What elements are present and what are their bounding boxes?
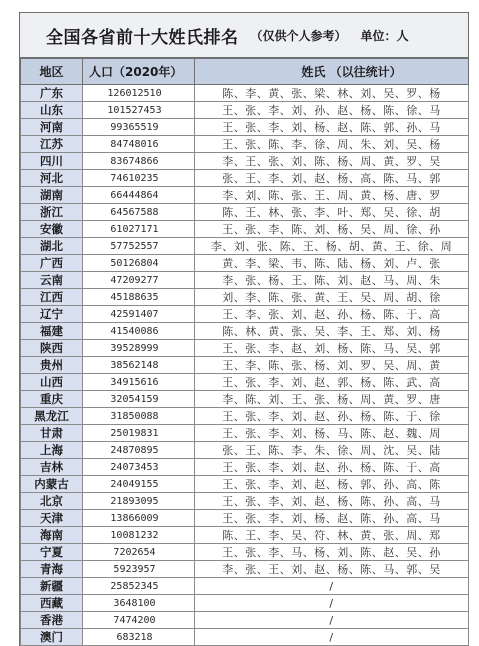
region-cell: 吉林 [21, 459, 83, 476]
header-population: 人口（2020年） [83, 59, 195, 85]
region-cell: 内蒙古 [21, 476, 83, 493]
region-cell: 新疆 [21, 578, 83, 595]
population-cell: 41540086 [83, 323, 195, 340]
region-cell: 澳门 [21, 629, 83, 646]
surnames-cell: 李、王、张、刘、陈、杨、周、黄、罗、吴 [195, 153, 469, 170]
table-row [21, 425, 469, 442]
region-cell: 江西 [21, 289, 83, 306]
surnames-cell: 陈、王、李、吴、符、林、黄、张、周、郑 [195, 527, 469, 544]
header-region: 地区 [21, 59, 83, 85]
header-row [21, 59, 469, 85]
surnames-cell: 李、张、杨、王、陈、刘、赵、马、周、朱 [195, 272, 469, 289]
region-cell: 黑龙江 [21, 408, 83, 425]
population-cell: 57752557 [83, 238, 195, 255]
table-row [21, 357, 469, 374]
region-cell: 甘肃 [21, 425, 83, 442]
population-cell: 10081232 [83, 527, 195, 544]
region-cell: 四川 [21, 153, 83, 170]
table-row [21, 170, 469, 187]
table-row [21, 272, 469, 289]
population-cell: 38562148 [83, 357, 195, 374]
surnames-cell: 王、张、李、刘、杨、赵、陈、郭、孙、马 [195, 119, 469, 136]
population-cell: 24870895 [83, 442, 195, 459]
region-cell: 宁夏 [21, 544, 83, 561]
table-row [21, 153, 469, 170]
header-surnames: 姓氏 （以往统计） [195, 59, 469, 85]
surnames-cell: 王、张、李、马、杨、刘、陈、赵、吴、孙 [195, 544, 469, 561]
surnames-cell: 李、刘、张、陈、王、杨、胡、黄、王、徐、周 [195, 238, 469, 255]
title-note: （仅供个人参考） [250, 28, 347, 43]
population-cell: 25019831 [83, 425, 195, 442]
surnames-cell: 王、张、李、赵、刘、杨、陈、马、吴、郭 [195, 340, 469, 357]
table-row [21, 561, 469, 578]
surnames-cell: 陈、林、黄、张、吴、李、王、郑、刘、杨 [195, 323, 469, 340]
table-row [21, 136, 469, 153]
surnames-cell: / [195, 612, 469, 629]
table-row [21, 612, 469, 629]
table-row [21, 527, 469, 544]
population-cell: 7202654 [83, 544, 195, 561]
table-row [21, 391, 469, 408]
population-cell: 3648100 [83, 595, 195, 612]
population-cell: 84748016 [83, 136, 195, 153]
table-row [21, 119, 469, 136]
region-cell: 湖南 [21, 187, 83, 204]
region-cell: 辽宁 [21, 306, 83, 323]
table-row [21, 85, 469, 102]
region-cell: 海南 [21, 527, 83, 544]
surname-table [20, 58, 469, 646]
region-cell: 广西 [21, 255, 83, 272]
population-cell: 101527453 [83, 102, 195, 119]
region-cell: 福建 [21, 323, 83, 340]
surnames-cell: 王、张、李、刘、杨、马、陈、赵、魏、周 [195, 425, 469, 442]
surnames-cell: 李、陈、刘、王、张、杨、周、黄、罗、唐 [195, 391, 469, 408]
population-cell: 61027171 [83, 221, 195, 238]
population-cell: 21893095 [83, 493, 195, 510]
population-cell: 45188635 [83, 289, 195, 306]
surnames-cell: 李、张、王、刘、赵、杨、陈、马、郭、吴 [195, 561, 469, 578]
population-cell: 42591407 [83, 306, 195, 323]
table-row [21, 510, 469, 527]
table-row [21, 544, 469, 561]
region-cell: 香港 [21, 612, 83, 629]
title-unit: 单位：人 [360, 28, 409, 43]
surnames-cell: 张、王、李、刘、赵、杨、高、陈、马、郭 [195, 170, 469, 187]
table-row [21, 221, 469, 238]
surnames-cell: 陈、李、黄、张、梁、林、刘、吴、罗、杨 [195, 85, 469, 102]
population-cell: 5923957 [83, 561, 195, 578]
population-cell: 24073453 [83, 459, 195, 476]
region-cell: 江苏 [21, 136, 83, 153]
region-cell: 河北 [21, 170, 83, 187]
surnames-cell: 李、刘、陈、张、王、周、黄、杨、唐、罗 [195, 187, 469, 204]
surnames-cell: 王、张、李、刘、赵、郭、杨、陈、武、高 [195, 374, 469, 391]
table-row [21, 476, 469, 493]
surnames-cell: 王、李、陈、张、杨、刘、罗、吴、周、黄 [195, 357, 469, 374]
region-cell: 贵州 [21, 357, 83, 374]
surnames-cell: 王、张、李、刘、孙、赵、杨、陈、徐、马 [195, 102, 469, 119]
surnames-cell: 王、张、李、刘、杨、赵、陈、孙、高、马 [195, 510, 469, 527]
surnames-cell: 王、张、李、陈、刘、杨、吴、周、徐、孙 [195, 221, 469, 238]
population-cell: 66444864 [83, 187, 195, 204]
region-cell: 重庆 [21, 391, 83, 408]
table-row [21, 187, 469, 204]
population-cell: 126012510 [83, 85, 195, 102]
surnames-cell: / [195, 578, 469, 595]
table-row [21, 459, 469, 476]
table-row [21, 102, 469, 119]
table-row [21, 340, 469, 357]
region-cell: 河南 [21, 119, 83, 136]
surnames-cell: 王、张、李、刘、赵、孙、杨、陈、于、高 [195, 459, 469, 476]
table-row [21, 255, 469, 272]
table-row [21, 493, 469, 510]
surnames-cell: 陈、王、林、张、李、叶、郑、吴、徐、胡 [195, 204, 469, 221]
surnames-cell: 王、张、李、刘、赵、杨、郭、孙、高、陈 [195, 476, 469, 493]
region-cell: 安徽 [21, 221, 83, 238]
population-cell: 683218 [83, 629, 195, 646]
region-cell: 北京 [21, 493, 83, 510]
region-cell: 西藏 [21, 595, 83, 612]
region-cell: 浙江 [21, 204, 83, 221]
page-title: 全国各省前十大姓氏排名 [46, 27, 239, 48]
surnames-cell: 王、张、李、刘、赵、孙、杨、陈、于、徐 [195, 408, 469, 425]
population-cell: 13866009 [83, 510, 195, 527]
population-cell: 25852345 [83, 578, 195, 595]
table-row [21, 629, 469, 646]
population-cell: 50126804 [83, 255, 195, 272]
population-cell: 7474200 [83, 612, 195, 629]
region-cell: 广东 [21, 85, 83, 102]
region-cell: 湖北 [21, 238, 83, 255]
surnames-cell: 刘、李、陈、张、黄、王、吴、周、胡、徐 [195, 289, 469, 306]
surnames-cell: 张、王、陈、李、朱、徐、周、沈、吴、陆 [195, 442, 469, 459]
population-cell: 83674866 [83, 153, 195, 170]
population-cell: 39528999 [83, 340, 195, 357]
table-row [21, 306, 469, 323]
title-row [20, 13, 468, 58]
surnames-cell: 黄、李、梁、韦、陈、陆、杨、刘、卢、张 [195, 255, 469, 272]
surname-ranking-sheet [19, 12, 469, 646]
table-row [21, 578, 469, 595]
population-cell: 32054159 [83, 391, 195, 408]
region-cell: 陕西 [21, 340, 83, 357]
table-row [21, 289, 469, 306]
population-cell: 34915616 [83, 374, 195, 391]
population-cell: 31850088 [83, 408, 195, 425]
region-cell: 上海 [21, 442, 83, 459]
population-cell: 24049155 [83, 476, 195, 493]
table-body [21, 85, 469, 646]
table-row [21, 374, 469, 391]
population-cell: 74610235 [83, 170, 195, 187]
region-cell: 山东 [21, 102, 83, 119]
table-row [21, 323, 469, 340]
table-row [21, 408, 469, 425]
table-row [21, 442, 469, 459]
region-cell: 云南 [21, 272, 83, 289]
population-cell: 47209277 [83, 272, 195, 289]
population-cell: 64567588 [83, 204, 195, 221]
region-cell: 天津 [21, 510, 83, 527]
surnames-cell: 王、张、李、刘、赵、杨、陈、孙、高、马 [195, 493, 469, 510]
population-cell: 99365519 [83, 119, 195, 136]
table-row [21, 595, 469, 612]
region-cell: 山西 [21, 374, 83, 391]
table-row [21, 238, 469, 255]
surnames-cell: / [195, 595, 469, 612]
surnames-cell: 王、李、张、刘、赵、孙、杨、陈、于、高 [195, 306, 469, 323]
surnames-cell: 王、张、陈、李、徐、周、朱、刘、吴、杨 [195, 136, 469, 153]
region-cell: 青海 [21, 561, 83, 578]
surnames-cell: / [195, 629, 469, 646]
table-row [21, 204, 469, 221]
